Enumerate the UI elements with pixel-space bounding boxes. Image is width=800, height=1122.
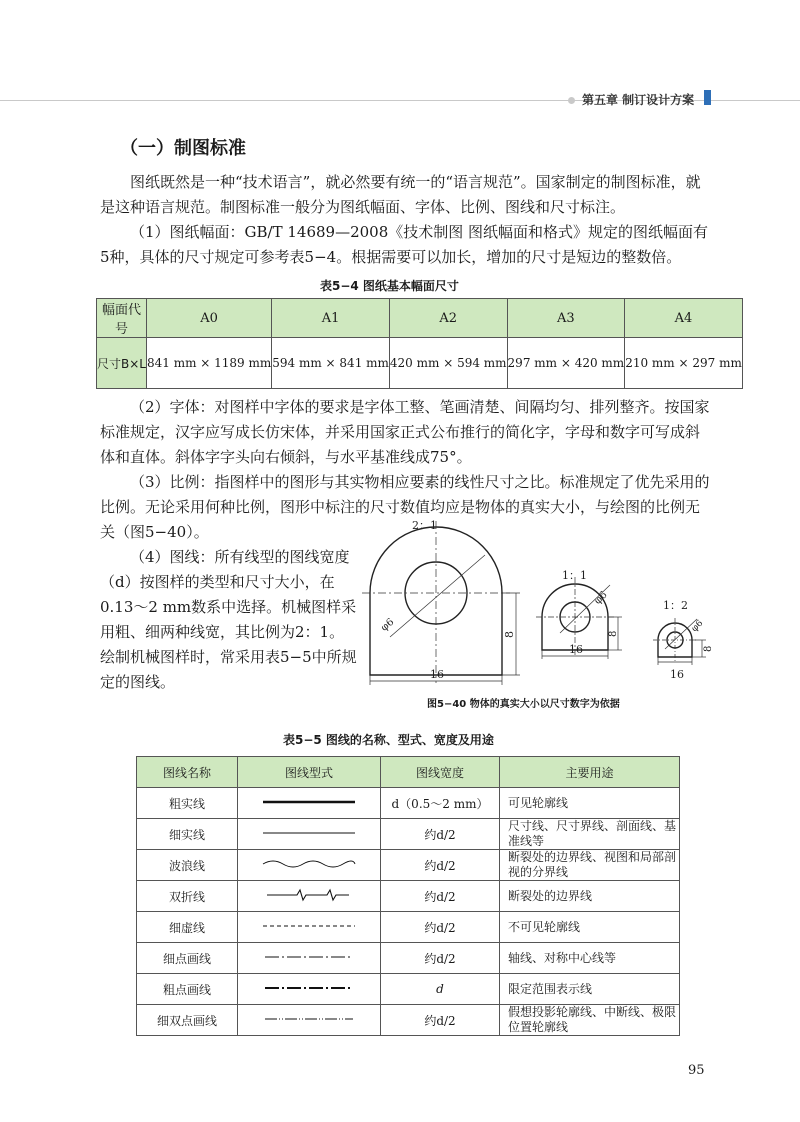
table-header-row — [137, 757, 680, 788]
line-use: 不可见轮廓线 — [500, 912, 680, 943]
scale-label-1-1: 1：1 — [562, 569, 587, 582]
line-use: 尺寸线、尺寸界线、剖面线、基准线等 — [500, 819, 680, 850]
line-width: d（0.5～2 mm） — [381, 788, 500, 819]
line-name: 细双点画线 — [137, 1005, 238, 1036]
line-sample-dashed — [238, 912, 381, 943]
paragraph-paper-size: （1）图纸幅面：GB/T 14689—2008《技术制图 图纸幅面和格式》规定的图纸幅面有5种，具体的尺寸规定可参考表5−4。根据需要可以加长，增加的尺寸是短边的整数倍。 — [100, 223, 709, 266]
line-use: 断裂处的边界线、视图和局部剖视的分界线 — [500, 850, 680, 881]
line-name: 细实线 — [137, 819, 238, 850]
table-row — [97, 299, 743, 338]
table1-size: 297 mm × 420 mm — [507, 338, 625, 389]
table1-size: 210 mm × 297 mm — [625, 338, 743, 389]
line-sample-dashdotdot — [238, 1005, 381, 1036]
dim-width-small: 16 — [670, 668, 684, 681]
dim-width-large: 16 — [430, 668, 444, 681]
line-width: 约d/2 — [381, 850, 500, 881]
line-name: 粗实线 — [137, 788, 238, 819]
table-row — [97, 338, 743, 389]
scale-figure — [360, 515, 720, 695]
section-title: （一）制图标准 — [120, 138, 246, 159]
dim-dia-small: φ6 — [689, 618, 706, 635]
dim-width-medium: 16 — [569, 643, 583, 656]
table2-header: 图线名称 — [137, 757, 238, 788]
dim-height-large: 8 — [503, 631, 516, 638]
paragraph-intro: 图纸既然是一种“技术语言”，就必然要有统一的“语言规范”。国家制定的制图标准，就是这种语言规范。制图标准一般分为图纸幅面、字体、比例、图线和尺寸标注。 — [100, 173, 701, 216]
line-name: 波浪线 — [137, 850, 238, 881]
header-accent-bar — [704, 90, 711, 105]
line-width: d — [381, 974, 500, 1005]
dim-dia-large: φ6 — [379, 616, 397, 634]
line-use: 限定范围表示线 — [500, 974, 680, 1005]
paragraph-font: （2）字体：对图样中字体的要求是字体工整、笔画清楚、间隔均匀、排列整齐。按国家标准规定，汉字应写成长仿宋体，并采用国家正式公布推行的简化字，字母和数字可写成斜体和直体。斜体字字头向右倾斜，与水平基准线成75°。 — [100, 398, 710, 466]
dim-height-medium: 8 — [608, 630, 619, 637]
table2-header: 图线宽度 — [381, 757, 500, 788]
table2-header: 主要用途 — [500, 757, 680, 788]
figure-caption: 图5−40 物体的真实大小以尺寸数字为依据 — [427, 699, 620, 710]
table1-size: 841 mm × 1189 mm — [146, 338, 271, 389]
line-width: 约d/2 — [381, 819, 500, 850]
scale-label-1-2: 1：2 — [663, 599, 688, 612]
paper-size-table — [96, 298, 743, 389]
page-number: 95 — [688, 1063, 705, 1078]
table1-caption: 表5−4 图纸基本幅面尺寸 — [320, 279, 459, 293]
chapter-header: 第五章 制订设计方案 — [582, 93, 695, 107]
line-width: 约d/2 — [381, 881, 500, 912]
table-row — [137, 912, 680, 943]
table1-code: A0 — [146, 299, 271, 338]
table1-size: 420 mm × 594 mm — [389, 338, 507, 389]
table1-row2-label: 尺寸B×L — [97, 338, 147, 389]
line-use: 可见轮廓线 — [500, 788, 680, 819]
table-row — [137, 788, 680, 819]
dim-dia-medium: φ6 — [592, 589, 610, 607]
line-use: 轴线、对称中心线等 — [500, 943, 680, 974]
line-sample-thin — [238, 819, 381, 850]
line-name: 细虚线 — [137, 912, 238, 943]
table1-code: A4 — [625, 299, 743, 338]
line-sample-zigzag — [238, 881, 381, 912]
line-use: 断裂处的边界线 — [500, 881, 680, 912]
scale-label-2-1: 2：1 — [412, 519, 437, 532]
table1-code: A1 — [272, 299, 390, 338]
table1-row1-label: 幅面代号 — [97, 299, 147, 338]
table-row — [137, 850, 680, 881]
table1-code: A2 — [389, 299, 507, 338]
line-width: 约d/2 — [381, 1005, 500, 1036]
line-sample-wave — [238, 850, 381, 881]
table2-header: 图线型式 — [238, 757, 381, 788]
header-dot — [568, 97, 575, 104]
table-row — [137, 1005, 680, 1036]
table-row — [137, 974, 680, 1005]
line-name: 细点画线 — [137, 943, 238, 974]
line-types-table — [136, 756, 680, 1036]
line-sample-thick — [238, 788, 381, 819]
table1-code: A3 — [507, 299, 625, 338]
dim-height-small: 8 — [703, 645, 714, 652]
line-name: 粗点画线 — [137, 974, 238, 1005]
line-sample-dashdot — [238, 943, 381, 974]
line-sample-thick-dashdot — [238, 974, 381, 1005]
paragraph-lines: （4）图线：所有线型的图线宽度（d）按图样的类型和尺寸大小，在0.13～2 mm数系中选择。机械图样采用粗、细两种线宽，其比例为2：1。绘制机械图样时，常采用表5−5中所规定的图线。 — [100, 548, 357, 691]
table2-caption: 表5−5 图线的名称、型式、宽度及用途 — [283, 733, 494, 747]
table-row — [137, 943, 680, 974]
line-width: 约d/2 — [381, 912, 500, 943]
line-width: 约d/2 — [381, 943, 500, 974]
line-use: 假想投影轮廓线、中断线、极限位置轮廓线 — [500, 1005, 680, 1036]
table1-size: 594 mm × 841 mm — [272, 338, 390, 389]
line-name: 双折线 — [137, 881, 238, 912]
table-row — [137, 819, 680, 850]
paragraph-scale: （3）比例：指图样中的图形与其实物相应要素的线性尺寸之比。标准规定了优先采用的比例。无论采用何种比例，图形中标注的尺寸数值均应是物体的真实大小，与绘图的比例无关（图5−40）。 — [100, 473, 710, 541]
table-row — [137, 881, 680, 912]
